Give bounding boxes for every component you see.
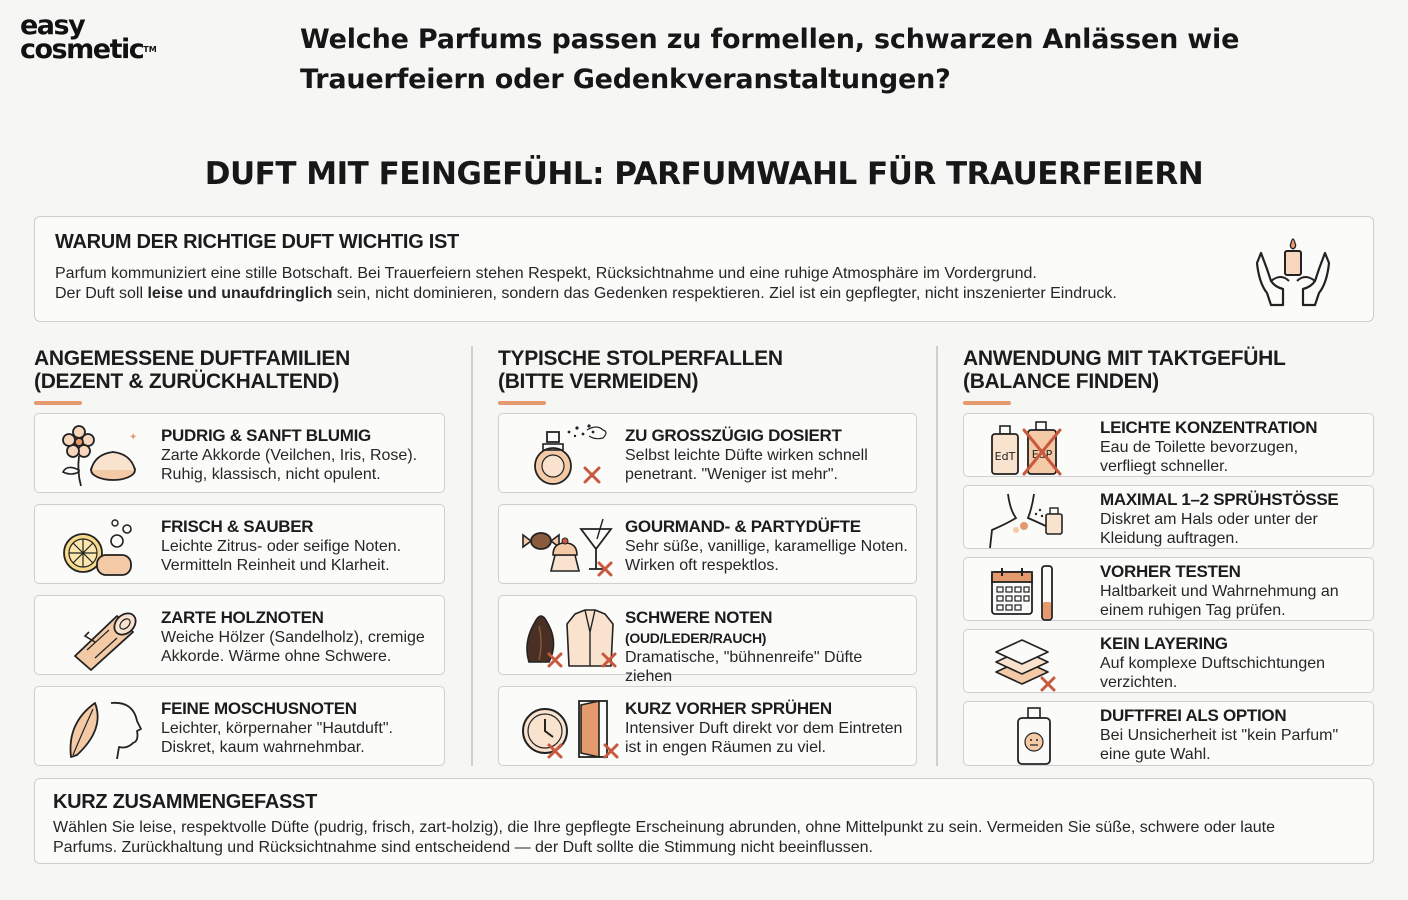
card-title: VORHER TESTEN bbox=[1100, 562, 1241, 581]
card-title: PUDRIG & SANFT BLUMIG bbox=[161, 426, 371, 445]
card-title bbox=[625, 608, 908, 648]
card-text-line-1: Sehr süße, vanillige, karamellige Noten. bbox=[625, 538, 908, 555]
card-text-line-1: Zarte Akkorde (Veilchen, Iris, Rose). bbox=[161, 447, 418, 464]
card-spray-just-before bbox=[498, 686, 917, 766]
flower-powder-icon bbox=[55, 420, 155, 488]
card-heavy-notes bbox=[498, 595, 917, 685]
why-section bbox=[34, 216, 1374, 322]
feather-face-icon bbox=[55, 693, 155, 761]
middle-column-title: TYPISCHE STOLPERFALLEN bbox=[498, 347, 783, 370]
card-light-concentration bbox=[963, 413, 1374, 477]
card-title bbox=[625, 517, 908, 537]
summary-line-1: Wählen Sie leise, respektvolle Düfte (pudrig, frisch, zart-holzig), die Ihre gepflegte Erscheinung abrunden, ohne Mittelpunkt zu sein. Vermeiden Sie süße, schwere oder laute bbox=[53, 819, 1275, 836]
summary-line-2: Parfums. Zurückhaltung und Rücksichtnahme sind entscheidend — der Duft sollte die Stimmung nicht beeinflussen. bbox=[53, 839, 873, 856]
why-line-2-start: Der Duft soll bbox=[55, 285, 148, 302]
svg-text:✦: ✦ bbox=[129, 432, 138, 443]
card-max-sprays bbox=[963, 485, 1374, 549]
column-divider bbox=[936, 346, 938, 766]
card-text-line-1: Dramatische, "bühnenreife" Düfte ziehen bbox=[625, 649, 863, 685]
card-text-line-1: Selbst leichte Düfte wirken schnell bbox=[625, 447, 868, 464]
right-column-underline bbox=[963, 401, 1011, 405]
card-text-line-1: Bei Unsicherheit ist "kein Parfum" bbox=[1100, 727, 1339, 744]
card-text-line-2: penetrant. "Weniger ist mehr". bbox=[625, 466, 838, 483]
logo-trademark: TM bbox=[143, 45, 157, 54]
card-title-main: SCHWERE NOTEN bbox=[625, 608, 773, 627]
card-scent-free-option bbox=[963, 701, 1374, 766]
card-powdery-floral bbox=[34, 413, 445, 493]
card-test-before bbox=[963, 557, 1374, 621]
card-text-line-1: Auf komplexe Duftschichtungen bbox=[1100, 655, 1326, 672]
right-column-title: ANWENDUNG MIT TAKTGEFÜHL bbox=[963, 347, 1286, 370]
card-text-line-2: verzichten. bbox=[1100, 674, 1178, 691]
edt-label: EdT bbox=[994, 450, 1016, 463]
card-text-line-2: einem ruhigen Tag prüfen. bbox=[1100, 602, 1286, 619]
left-column-title: ANGEMESSENE DUFTFAMILIEN bbox=[34, 347, 350, 370]
right-column-header bbox=[963, 347, 1286, 405]
wood-log-icon bbox=[55, 602, 155, 670]
card-overdosed bbox=[498, 413, 917, 493]
edt-edp-icon bbox=[986, 418, 1076, 480]
right-column-subtitle: (BALANCE FINDEN) bbox=[963, 370, 1159, 393]
card-text-line-2: Ruhig, klassisch, nicht opulent. bbox=[161, 466, 381, 483]
card-title: KEIN LAYERING bbox=[1100, 634, 1228, 653]
summary-title: KURZ ZUSAMMENGEFASST bbox=[53, 791, 318, 813]
neutral-bottle-icon bbox=[986, 706, 1076, 768]
why-line-2-end: sein, nicht dominieren, sondern das Gedenken respektieren. Ziel ist ein gepflegter, nicht inszenierter Eindruck. bbox=[332, 285, 1117, 302]
card-title: MAXIMAL 1–2 SPRÜHSTÖSSE bbox=[1100, 490, 1339, 509]
column-divider bbox=[471, 346, 473, 766]
card-title: DUFTFREI ALS OPTION bbox=[1100, 706, 1287, 725]
why-title: WARUM DER RICHTIGE DUFT WICHTIG IST bbox=[55, 231, 459, 253]
card-text-line-1: Haltbarkeit und Wahrnehmung an bbox=[1100, 583, 1339, 600]
card-text-line-2: Kleidung auftragen. bbox=[1100, 530, 1239, 547]
left-column-underline bbox=[34, 401, 82, 405]
card-fresh-clean bbox=[34, 504, 445, 584]
card-title: FRISCH & SAUBER bbox=[161, 517, 314, 536]
card-title-main: GOURMAND- & PARTYDÜFTE bbox=[625, 517, 861, 536]
card-title-main: KURZ VORHER SPRÜHEN bbox=[625, 699, 832, 718]
card-title: FEINE MOSCHUSNOTEN bbox=[161, 699, 357, 718]
card-title-sub: (OUD/LEDER/RAUCH) bbox=[625, 630, 767, 646]
clock-door-icon bbox=[519, 693, 619, 761]
card-text-line-1: Leichter, körpernaher "Hautduft". bbox=[161, 720, 393, 737]
logo-line-2: cosmetic bbox=[20, 34, 144, 65]
card-title-main: ZU GROSSZÜGIG DOSIERT bbox=[625, 426, 842, 445]
middle-column-subtitle: (BITTE VERMEIDEN) bbox=[498, 370, 699, 393]
card-text-line-1: Weiche Hölzer (Sandelholz), cremige bbox=[161, 629, 425, 646]
card-title bbox=[625, 426, 908, 446]
why-line-2 bbox=[55, 284, 1353, 304]
left-column-header bbox=[34, 347, 350, 405]
card-text-line-2: Wirken oft respektlos. bbox=[625, 557, 779, 574]
page-title: DUFT MIT FEINGEFÜHL: PARFUMWAHL FÜR TRAUERFEIERN bbox=[204, 156, 1204, 192]
card-gourmand-party bbox=[498, 504, 917, 584]
card-text-line-2: Diskret, kaum wahrnehmbar. bbox=[161, 739, 365, 756]
card-title: LEICHTE KONZENTRATION bbox=[1100, 418, 1318, 437]
card-text-line-2: verfliegt schneller. bbox=[1100, 458, 1229, 475]
card-title bbox=[625, 699, 908, 719]
card-text-line-2: ist in engen Räumen zu viel. bbox=[625, 739, 826, 756]
brand-logo bbox=[20, 10, 157, 65]
card-text-line-1: Diskret am Hals oder unter der bbox=[1100, 511, 1318, 528]
left-column-subtitle: (DEZENT & ZURÜCKHALTEND) bbox=[34, 370, 340, 393]
neck-spray-icon bbox=[986, 490, 1076, 552]
card-no-layering bbox=[963, 629, 1374, 693]
card-text-line-2: eine gute Wahl. bbox=[1100, 746, 1211, 763]
citrus-soap-icon bbox=[55, 511, 155, 579]
spraying-bottle-icon bbox=[519, 420, 619, 488]
card-soft-wood bbox=[34, 595, 445, 675]
middle-column-header bbox=[498, 347, 783, 405]
why-line-2-bold: leise und unaufdringlich bbox=[147, 285, 333, 302]
card-fine-musk bbox=[34, 686, 445, 766]
card-text-line-1: Leichte Zitrus- oder seifige Noten. bbox=[161, 538, 402, 555]
candle-in-hands-icon bbox=[1253, 233, 1333, 309]
layers-icon bbox=[986, 634, 1076, 696]
card-text-line-2: Vermitteln Reinheit und Klarheit. bbox=[161, 557, 390, 574]
calendar-tester-icon bbox=[986, 562, 1076, 624]
card-title: ZARTE HOLZNOTEN bbox=[161, 608, 324, 627]
card-text-line-1: Intensiver Duft direkt vor dem Eintreten bbox=[625, 720, 903, 737]
question-heading: Welche Parfums passen zu formellen, schwarzen Anlässen wie Trauerfeiern oder Gedenkveranstaltungen? bbox=[300, 24, 1240, 95]
why-line-1: Parfum kommuniziert eine stille Botschaft. Bei Trauerfeiern stehen Respekt, Rücksichtnahme und eine ruhige Atmosphäre im Vordergrund. bbox=[55, 265, 1037, 282]
middle-column-underline bbox=[498, 401, 546, 405]
card-text-line-1: Eau de Toilette bevorzugen, bbox=[1100, 439, 1299, 456]
oud-leather-icon bbox=[519, 602, 619, 670]
candy-cocktail-icon bbox=[519, 511, 619, 579]
summary-section bbox=[34, 778, 1374, 864]
logo-line-1: easy bbox=[20, 10, 85, 41]
edp-label: EdP bbox=[1031, 448, 1053, 461]
card-text-line-2: Akkorde. Wärme ohne Schwere. bbox=[161, 648, 392, 665]
